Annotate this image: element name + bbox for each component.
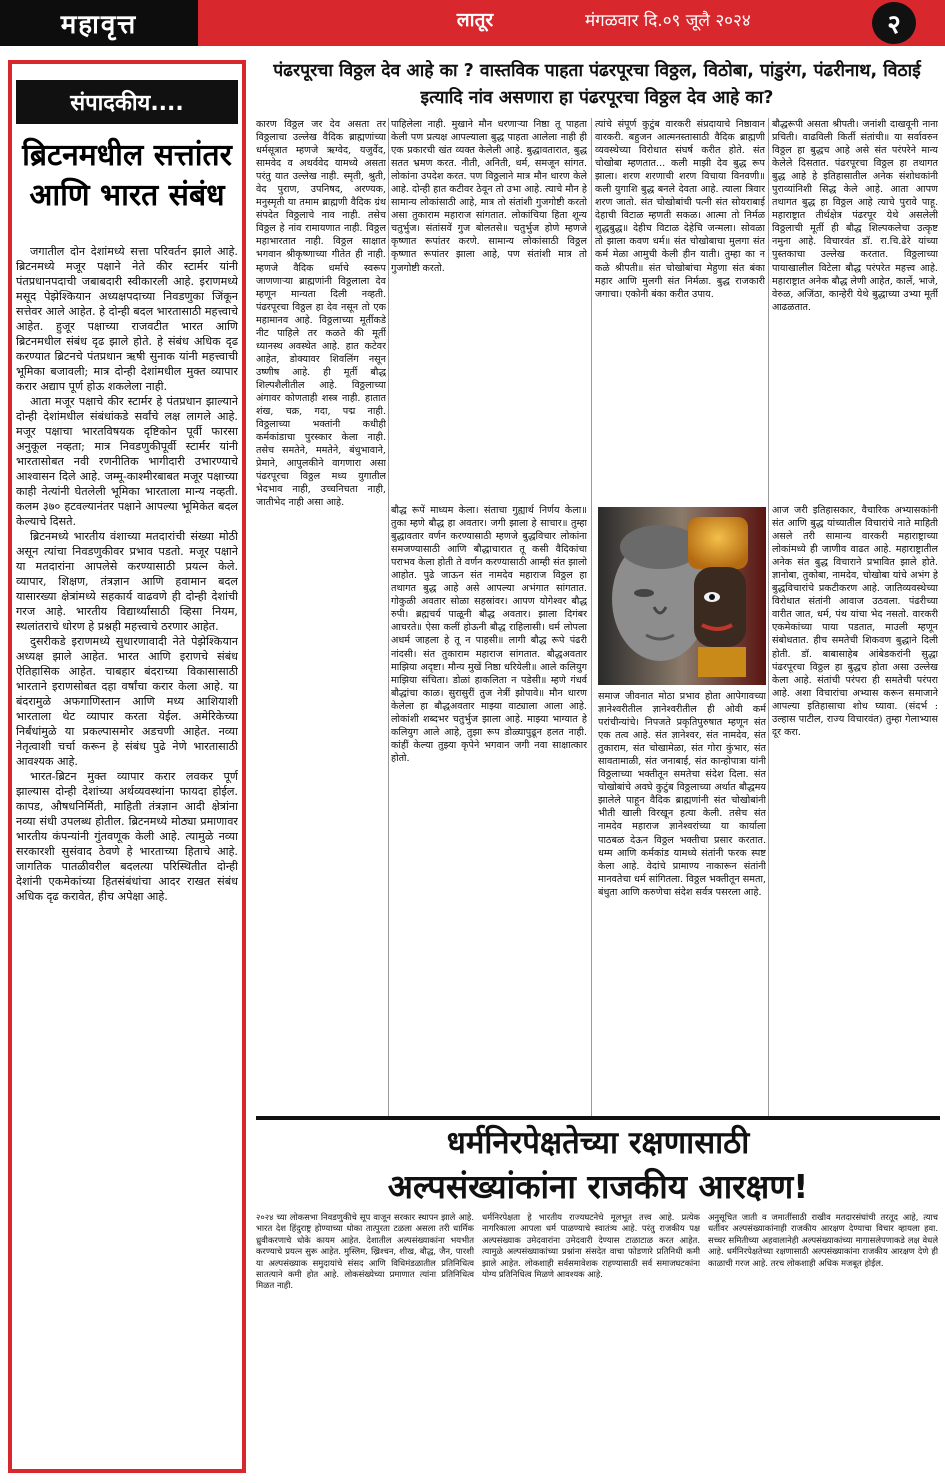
editorial-paragraph: ब्रिटनमध्ये भारतीय वंशाच्या मतदारांची संख्या मोठी असून त्यांचा निवडणुकीवर प्रभाव पडतो. मजूर पक्षाने या मतदारांना आपलेसे करण्यासाठी प्रयत्न केले. व्यापार, शिक्षण, तंत्रज्ञान आणि हवामान बदल यासारख्या क्षेत्रांमध्ये सहकार्य वाढवणे ही दोन्ही देशांची गरज आहे. भारतीय विद्यार्थ्यांसाठी व्हिसा नियम, स्थलांतराचे धोरण हे प्रश्नही महत्त्वाचे ठरणार आहेत. [16, 530, 238, 633]
article1-column-4-lower: आज जरी इतिहासकार, वैचारिक अभ्यासकांनी संत आणि बुद्ध यांच्यातील विचारांचे नाते माहिती असले तरी सामान्य वारकरी महाराष्ट्राच्या लोकांमध्ये ही जाणीव वाढत आहे. महाराष्ट्रातील अनेक संत बुद्ध विचाराने प्रभावित झाले होते. ज्ञानोबा, तुकोबा, नामदेव, चोखोबा यांचे अभंग हे बुद्धविचारांचे प्रकटीकरण आहे. जातिव्यवस्थेच्या विरोधात संतांनी आवाज उठवला. पंढरीच्या वारीत जात, धर्म, पंथ यांचा भेद नसतो. वारकरी एकमेकांच्या पाया पडतात, माउली म्हणून संबोधतात. हीच समतेची शिकवण बुद्धाने दिली होती. डॉ. बाबासाहेब आंबेडकरांनी सुद्धा पंढरपूरचा विठ्ठल हा बुद्धच होता असा उल्लेख केला आहे. संतांची परंपरा ही समतेची परंपरा आहे. अशा विचारांचा अभ्यास करून समाजाने आपल्या इतिहासाचा शोध घ्यावा. (संदर्भ : उल्हास पाटील, राज्य विचारवंत) तुम्हा गेलाभ्यास दूर करा. [772, 505, 938, 738]
editorial-paragraph: जगातील दोन देशांमध्ये सत्ता परिवर्तन झाले आहे. ब्रिटनमध्ये मजूर पक्षाने नेते कीर स्टार्मर यांनी पंतप्रधानपदाची जबाबदारी स्वीकारली आहे. इराणमध्ये मसूद पेझेश्कियान अध्यक्षपदाच्या निवडणुका जिंकून सत्तेवर आले आहेत. हे दोन्ही बदल भारतासाठी महत्त्वाचे आहेत. हुजूर पक्षाच्या राजवटीत भारत आणि ब्रिटनमधील संबंध दृढ झाले होते. हे संबंध अधिक दृढ करण्यात ब्रिटनचे पंतप्रधान ऋषी सुनाक यांनी महत्त्वाची भूमिका बजावली; मात्र दोन्ही देशांमधील मुक्त व्यापार करार अद्याप पूर्ण होऊ शकलेला नाही. [16, 245, 238, 393]
article1-column-2-lower: बौद्ध रूपें माध्यम केला। संताचा गुह्यार्थ निर्णय केला॥ तुका म्हणे बौद्ध हा अवतार। जगी झाला हे साचार॥ तुम्हा बुद्धावतार वर्णन करण्यासाठी म्हणजे बुद्धविचार लोकांना समजण्यासाठी आणि बौद्धाचारात तू कसी वैदिकांचा पराभव केला होती ते वर्णन करण्यासाठी आम्ही संत झालो आहोत. पुढे जाऊन संत नामदेव महाराज विठ्ठल हा तथागत बुद्ध आहे असे आपल्या अभंगात सांगतात. गोकुळी अवतार सोळा सहस्रांवर। आपण योगेश्वर बौद्ध रुपी। ब्रह्मचर्य पाळूनी बौद्ध अवतार। झाला दिगंबर आचरते॥ ऐसा कलीं होऊनी बौद्ध राहिलासी। धर्म लोपला अधर्म जाहला हे तू न पाहसी॥ लागी बौद्ध रूपे पंढरी नांदसी। संत तुकाराम महाराज सांगतात. बौद्धअवतार माझिया अदृष्टा। मौन्य मुखें निष्ठा धरियेली॥ आले कलियुग माझिया संचिता। डोळां हाकलिता न पडेसी॥ म्हणे गंधर्व बौद्धांचा काळ। सुरासुरीं तुज नेत्रीं झोपावे॥ मौन धारण केलेला हा बौद्धअवतार माझ्या वाट्याला आला आहे. लोकांशी शब्दभर चतुर्भुज झाला आहे. माझ्या भाग्यात हे कलियुग आले आहे, तुझा रूप डोळ्यापुढून हलत नाही. कांहीं केल्या तुझ्या कृपेने भगवान जगी नवा साक्षात्कार होतो. [391, 505, 587, 764]
vitthal-buddha-photo [598, 507, 766, 685]
article2-column-1: २०२४ च्या लोकसभा निवडणुकीचे सूप वाजून सरकार स्थापन झाले आहे. भारत देश हिंदुराष्ट्र होण्याच्या धोका तात्पुरता टळला असला तरी धार्मिक ध्रुवीकरणाचे धोके कायम आहेत. देशातील अल्पसंख्याकांना भयभीत करण्याचे प्रयत्न सुरू आहेत. मुस्लिम, ख्रिश्चन, शीख, बौद्ध, जैन, पारशी या अल्पसंख्याक समुदायांचे संसद आणि विधिमंडळातील प्रतिनिधित्व सातत्याने कमी होत आहे. लोकसंख्येच्या प्रमाणात त्यांना प्रतिनिधित्व मिळत नाही. [256, 1212, 474, 1291]
article2-column-3: अनुसूचित जाती व जमातींसाठी राखीव मतदारसंघांची तरतूद आहे, त्याच धर्तीवर अल्पसंख्याकांनाही राजकीय आरक्षण देण्याचा विचार व्हायला हवा. सच्चर समितीच्या अहवालानेही अल्पसंख्याकांच्या मागासलेपणाकडे लक्ष वेधले आहे. धर्मनिरपेक्षतेच्या रक्षणासाठी अल्पसंख्याकांना राजकीय आरक्षण देणे ही काळाची गरज आहे. तरच लोकशाही अधिक मजबूत होईल. [708, 1212, 938, 1268]
article1-column-3: त्यांचे संपूर्ण कुटुंब वारकरी संप्रदायाचे निष्ठावान वारकरी. बहुजन आत्मनस्तासाठी वैदिक ब्राह्मणी व्यवस्थेच्या विरोधात संघर्ष करीत होते. संत चोखोबा म्हणतात... कली माझी देव बुद्ध रूप झाला। शरण शरणाची शरण विचाया विनवणी॥ कली युगाशि बुद्ध बनले देवता आहे. त्याला त्रिवार शरण जातो. संत चोखोबांची पत्नी संत सोयराबाई देहाची विटाळ म्हणती सकळ। आत्मा तो निर्मळ शुद्धबुद्ध॥ देहीच विटाळ देहेचि जन्मला। सोवळा तो झाला कवण धर्म॥ संत चोखोबाचा मुलगा संत कर्म मेळा आमुची केली हीन याती। तुम्हा का न कळे श्रीपती॥ संत चोखोबांचा मेहुणा संत बंका महार आणि मुलगी संत निर्मळा. बुद्ध राजकारी जगाचा। एकोनी बंका करीत उपाय. [595, 119, 765, 300]
article1-column-3-lower: समाज जीवनात मोठा प्रभाव होता आपेगावच्या ज्ञानेश्वरीतील ज्ञानेश्वरीतील ही ओवी कर्म परांचीन्यांचे। निपजते प्रकृतिपुरुषात म्हणून संत एक तत्व आहे. संत ज्ञानेश्वर, संत नामदेव, संत तुकाराम, संत चोखामेळा, संत गोरा कुंभार, संत सावतामाळी, संत जनाबाई, संत कान्होपात्रा यांनी विठ्ठलाच्या भक्तीतून समतेचा संदेश दिला. संत चोखोबांचे अवघे कुटुंब विठ्ठलाच्या अर्थात बौद्धमय झालेले पाहून वैदिक ब्राह्मणांनी संत चोखोबांनी भीती खाली विरखून हत्या केली. तसेच संत नामदेव महाराज ज्ञानेश्वरांच्या या कार्याला पाठबळ देऊन विठ्ठल भक्तीचा प्रसार करतात. धम्म आणि कर्मकांड यामध्ये संतांनी फरक स्पष्ट केला आहे. वेदांचे प्रामाण्य नाकारून संतांनी मानवतेचा धर्म सांगितला. विठ्ठल भक्तीतून समता, बंधुता आणि करुणेचा संदेश सर्वत्र पसरला आहे. [598, 691, 766, 898]
article-separator [256, 1116, 940, 1120]
article2-column-2: धर्मनिरपेक्षता हे भारतीय राज्यघटनेचे मूलभूत तत्त्व आहे. प्रत्येक नागरिकाला आपला धर्म पाळण्याचे स्वातंत्र्य आहे. परंतु राजकीय पक्ष अल्पसंख्याक उमेदवारांना उमेदवारी देण्यास टाळाटाळ करत आहेत. त्यामुळे अल्पसंख्याकांच्या प्रश्नांना संसदेत वाचा फोडणारे प्रतिनिधी कमी झाले आहेत. लोकशाही सर्वसमावेशक राहण्यासाठी सर्व समाजघटकांना योग्य प्रतिनिधित्व मिळणे आवश्यक आहे. [482, 1212, 700, 1280]
issue-date: मंगळवार दि.०९ जूलै २०२४ [585, 11, 751, 31]
editorial-body [16, 244, 238, 1466]
page-number: २ [872, 2, 916, 44]
article1-column-2: पाहिलेला नाही. मुखाने मौन धरणाऱ्या निष्ठा तू पाहता केली पण प्रत्यक्ष आपल्याला बुद्ध पाहता आलेला नाही ही एक प्रकारची खंत व्यक्त केलेली आहे. बुद्धावतारात, बुद्ध सतत भ्रमण करत. नीती, अनिती, धर्म, समजून सांगत. लोकांना उपदेश करत. पण विठ्ठलाने मात्र मौन धारण केले आहे. दोन्ही हात कटीवर ठेवून तो उभा आहे. त्याचे मौन हे सामान्य लोकांसाठी आहे, मात्र तो संतांशी गुजगोष्टी करतो असा तुकाराम महाराज सांगतात. लोकांचिया हिता शून्य चतुर्भुज। संतांसवें गुज बोलतसे॥ चतुर्भुज होणे म्हणजे कृष्णात रूपांतर करणे. सामान्य लोकांसाठी विठ्ठल कृष्णात रूपांतर झाला आहे, पण संतांशी मात्र तो गुजगोष्टी करतो. [391, 119, 587, 274]
article2-headline-line2: अल्पसंख्यांकांना राजकीय आरक्षण! [387, 1167, 809, 1206]
article2-headline-line1: धर्मनिरपेक्षतेच्या रक्षणासाठी [446, 1125, 750, 1161]
editorial-paragraph: दुसरीकडे इराणमध्ये सुधारणावादी नेते पेझेश्कियान अध्यक्ष झाले आहेत. भारत आणि इराणचे संबंध ऐतिहासिक आहेत. चाबहार बंदराच्या विकासासाठी भारताने इराणसोबत दहा वर्षांचा करार केला आहे. या बंदरामुळे अफगाणिस्तान आणि मध्य आशियाशी भारताला थेट व्यापार करता येईल. अमेरिकेच्या निर्बंधांमुळे या प्रकल्पासमोर अडचणी आहेत. नव्या नेतृत्वाशी चर्चा करून हे संबंध पुढे नेणे भारतासाठी आवश्यक आहे. [16, 635, 238, 768]
edition-city: लातूर [456, 9, 494, 31]
article1-column-4: बौद्धरूपी असता श्रीपती। जनांशी दाखवूनी नाना प्रचिती। वाढविली किर्ती संतांची॥ या सर्वावरुन विठ्ठल हा बुद्धच आहे असे संत परंपरेने मान्य केलेले दिसतात. पंढरपूरचा विठ्ठल हा तथागत बुद्ध आहे हे इतिहासातील अनेक संशोधकांनी पुराव्यांनिशी सिद्ध केले आहे. आता आपण तथागत बुद्ध हा विठ्ठल आहे त्याचे पुरावे पाहू. महाराष्ट्रात तीर्थक्षेत्र पंढरपूर येथे असलेली विठ्ठलाची मूर्ती ही बौद्ध शिल्पकलेचा उत्कृष्ट नमुना आहे. विचारवंत डॉ. रा.चि.ढेरे यांच्या पुस्तकाचा उल्लेख करतात. विठ्ठलाच्या पायाखालील विटेला बौद्ध परंपरेत महत्त्व आहे. महाराष्ट्रात अनेक बौद्ध लेणी आहेत, कार्ले, भाजे, वेरुळ, अजिंठा, कान्हेरी येथे बुद्धाच्या उभ्या मूर्ती आढळतात. [772, 119, 938, 313]
editorial-section-label: संपादकीय.... [16, 80, 238, 124]
article1-headline: पंढरपूरचा विठ्ठल देव आहे का ? वास्तविक पाहता पंढरपूरचा विठ्ठल, विठोबा, पांडुरंग, पंढरीनाथ, विठाई इत्यादि नांव असणारा हा पंढरपूरचा विठ्ठल देव आहे का? [273, 61, 921, 108]
masthead-title: महावृत्त [0, 0, 198, 46]
article1-column-1: कारण विठ्ठल जर देव असता तर विठ्ठलाचा उल्लेख वैदिक ब्राह्मणांच्या धर्मसूत्रात म्हणजे ऋग्वेद, यजुर्वेद, सामवेद व अथर्ववेद यामध्ये असता परंतु यात उल्लेख नाही. स्मृती, श्रुती, वेद पुराण, उपनिषद, अरण्यक, मनुस्मृती या तमाम ब्राह्मणी वैदिक ग्रंथ संपदेत विठ्ठलाचे नाव नाही. तसेच विठ्ठल हे नांव रामायणात नाही. विठ्ठल महाभारतात नाही. विठ्ठल साक्षात भगवान श्रीकृष्णाच्या गीतेत ही नाही. म्हणजे वैदिक धर्माचे स्वरूप जाणणाऱ्या ब्राह्मणांनी विठ्ठलाला देव म्हणून मान्यता दिली नव्हती. पंढरपूरचा विठ्ठल हा देव नसून तो एक महामानव आहे. विठ्ठलाच्या मूर्तीकडे नीट पाहिले तर कळते की मूर्ती ध्यानस्थ अवस्थेत आहे. हात कटेवर आहेत, डोक्यावर शिवलिंग नसून उष्णीष आहे. ही मूर्ती बौद्ध शिल्पशैलीतील आहे. विठ्ठलाच्या अंगावर कोणताही शस्त्र नाही. हातात शंख, चक्र, गदा, पद्म नाही. विठ्ठलाच्या भक्तांनी कधीही कर्मकांडाचा पुरस्कार केला नाही. तसेच समतेने, ममतेने, बंधुभावाने, प्रेमाने, आपुलकीने वागणारा असा पंढरपूरचा विठ्ठल मध्य युगातील भेदभाव नाही, उच्चनिचता नाही, जातीभेद नाही असा आहे. [256, 119, 386, 509]
editorial-title: ब्रिटनमधील सत्तांतर आणि भारत संबंध [22, 138, 232, 213]
editorial-paragraph: आता मजूर पक्षाचे कीर स्टार्मर हे पंतप्रधान झाल्याने दोन्ही देशांमधील संबंधांकडे सर्वांचे लक्ष लागले आहे. मजूर पक्षाचा भारतविषयक दृष्टिकोन पूर्वी फारसा अनुकूल नव्हता; मात्र निवडणुकीपूर्वी स्टार्मर यांनी भारतासोबत नवी रणनीतिक भागीदारी उभारण्याचे आश्वासन दिले आहे. जम्मू-काश्मीरबाबत मजूर पक्षाच्या काही नेत्यांनी घेतलेली भूमिका भारताला मान्य नव्हती. कलम ३७० हटवल्यानंतर पक्षाने आपल्या भूमिकेत बदल केल्याचे दिसते. [16, 395, 238, 528]
editorial-paragraph: भारत-ब्रिटन मुक्त व्यापार करार लवकर पूर्ण झाल्यास दोन्ही देशांच्या अर्थव्यवस्थांना फायदा होईल. कापड, औषधनिर्मिती, माहिती तंत्रज्ञान आदी क्षेत्रांना नव्या संधी उपलब्ध होतील. ब्रिटनमध्ये मोठ्या प्रमाणावर भारतीय कंपन्यांनी गुंतवणूक केली आहे. त्यामुळे नव्या सरकारशी सुसंवाद ठेवणे हे भारताच्या हिताचे आहे. जागतिक पातळीवरील बदलत्या परिस्थितीत दोन्ही देशांनी एकमेकांच्या हितसंबंधांचा आदर राखत संबंध अधिक दृढ करावेत, हीच अपेक्षा आहे. [16, 770, 238, 903]
